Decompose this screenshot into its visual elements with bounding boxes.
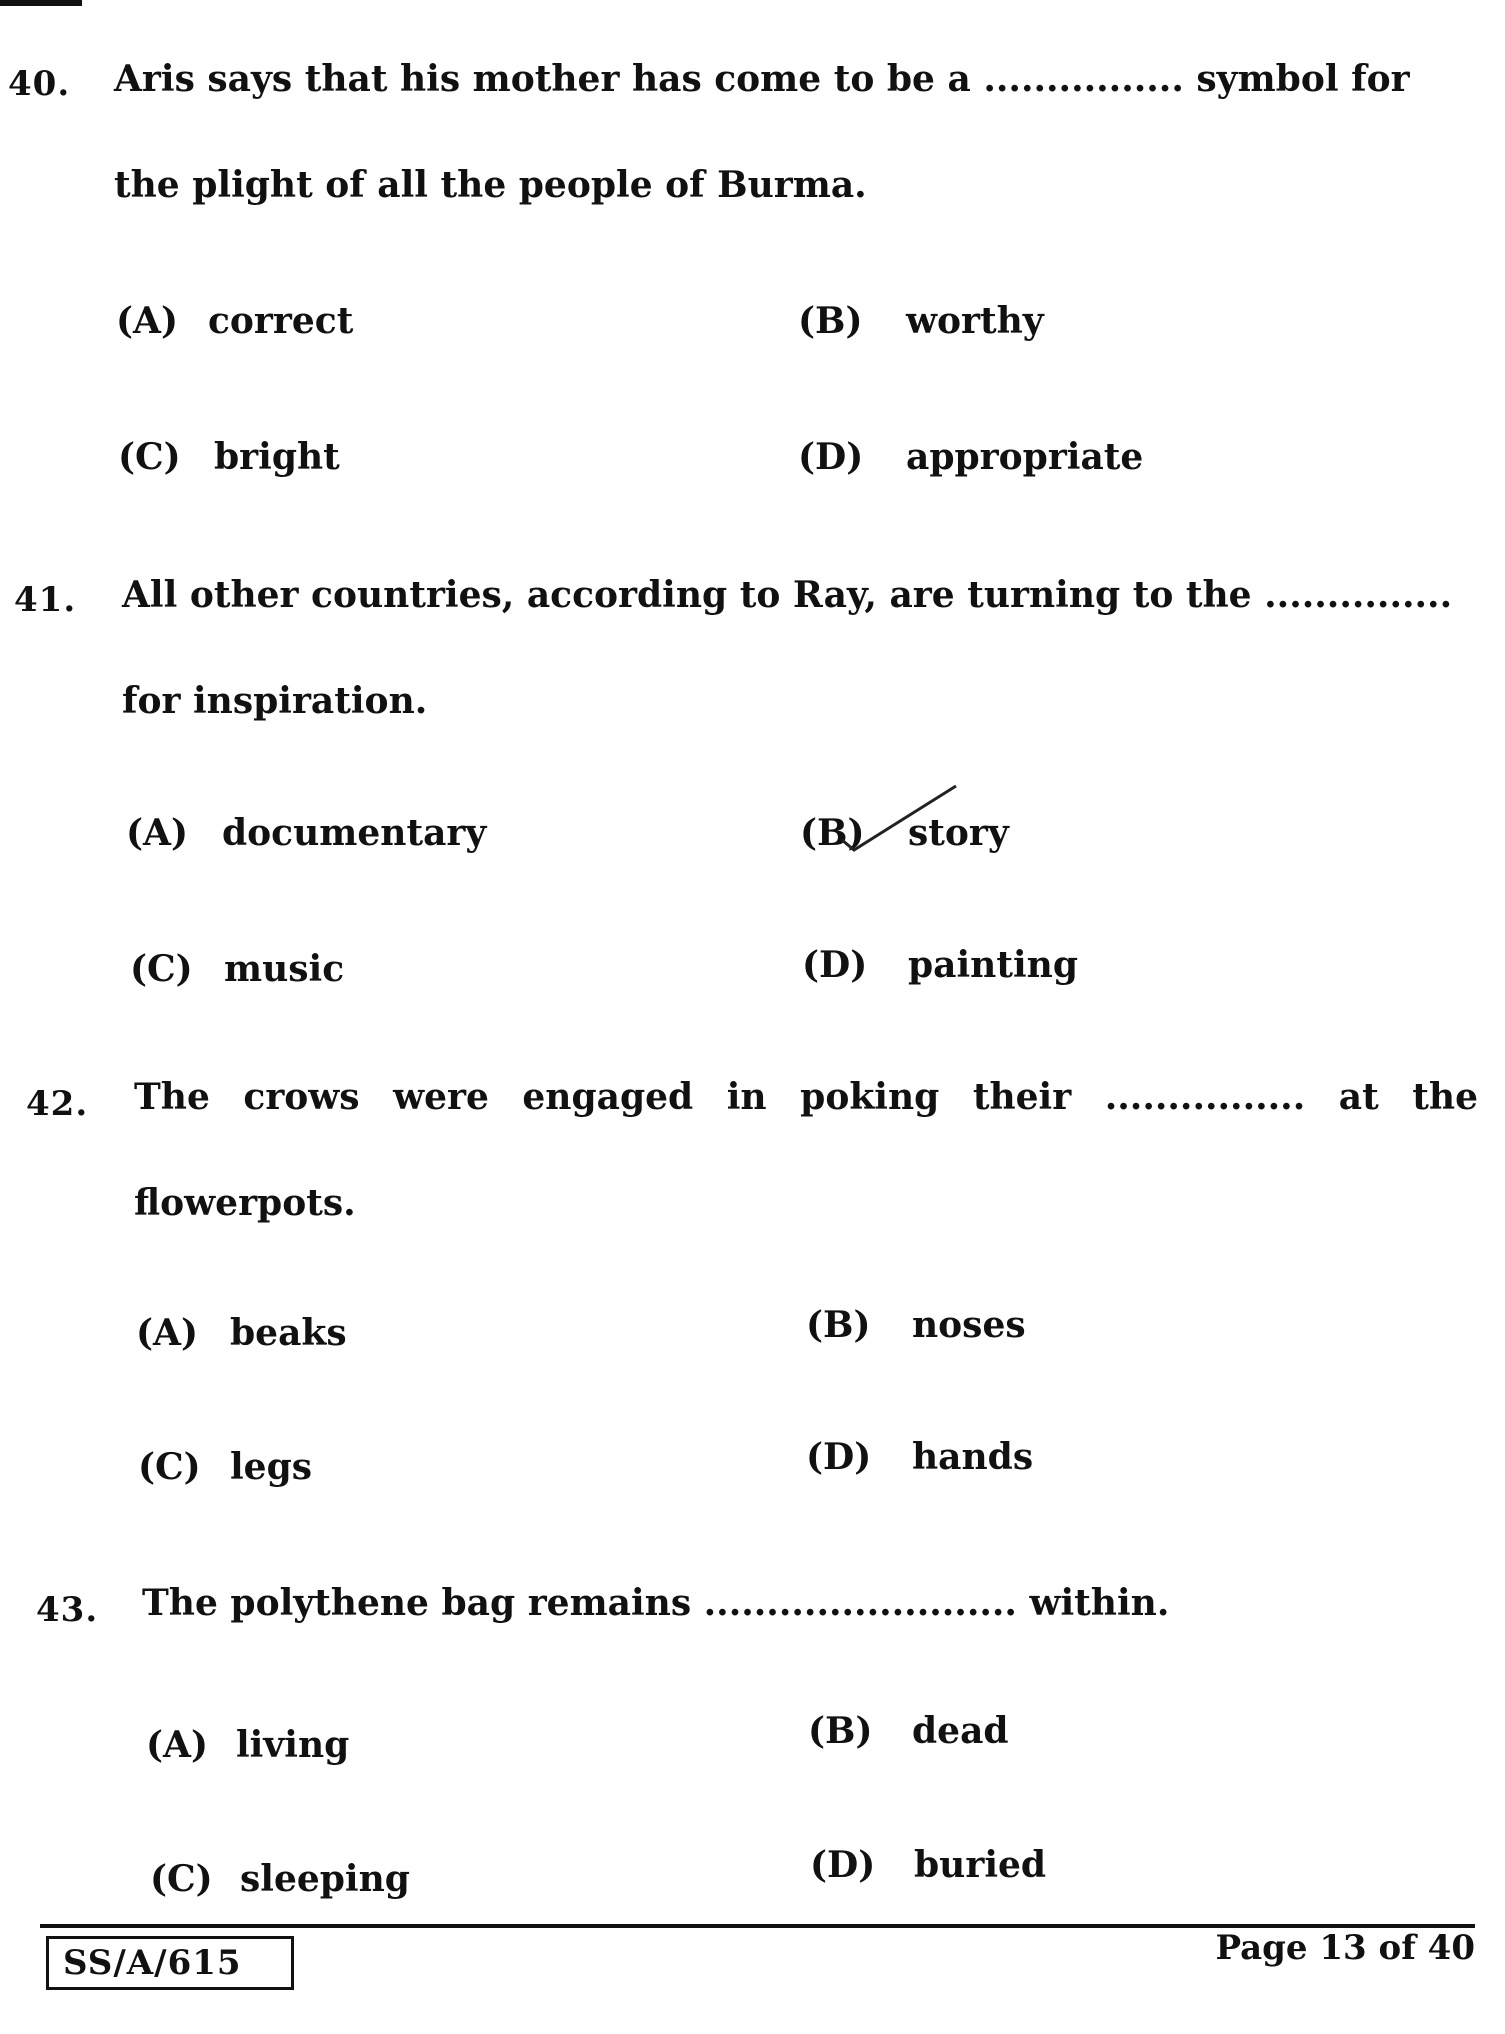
option-a[interactable] [126,812,486,854]
option-letter: (C) [130,948,193,990]
option-letter: (C) [150,1858,213,1900]
option-letter: (C) [138,1446,201,1488]
option-letter: (C) [118,436,181,478]
option-a[interactable] [136,1312,347,1354]
option-d[interactable] [806,1436,1033,1478]
question-40 [0,0,1505,300]
question-stem-line: Aris says that his mother has come to be a ................ symbol for [114,58,1410,100]
option-letter: (D) [798,436,864,478]
option-text: living [236,1724,350,1766]
option-letter: (B) [806,1304,871,1346]
option-letter: (A) [116,300,178,342]
option-text: painting [908,944,1078,986]
option-text: legs [230,1446,313,1488]
option-text: story [908,812,1009,854]
option-a[interactable] [146,1724,349,1766]
option-c[interactable] [130,948,344,990]
question-stem-line: for inspiration. [122,680,428,722]
option-text: worthy [906,300,1044,342]
option-d[interactable] [802,944,1078,986]
option-text: dead [912,1710,1009,1752]
option-letter: (B) [798,300,863,342]
option-text: sleeping [240,1858,410,1900]
option-d[interactable] [810,1844,1046,1886]
option-b[interactable] [808,1710,1009,1752]
stem-word: engaged [522,1076,694,1118]
page-number: Page 13 of 40 [1215,1928,1475,1968]
option-text: correct [208,300,354,342]
option-text: noses [912,1304,1026,1346]
stem-word: at [1338,1076,1379,1118]
stem-word: were [393,1076,489,1118]
question-stem-line: the plight of all the people of Burma. [114,164,867,206]
stem-word: in [726,1076,767,1118]
option-letter: (D) [810,1844,876,1886]
option-letter: (D) [802,944,868,986]
option-b[interactable] [806,1304,1026,1346]
option-c[interactable] [138,1446,312,1488]
option-a[interactable] [116,300,353,342]
option-text: buried [914,1844,1047,1886]
option-letter: (A) [126,812,188,854]
option-text: beaks [230,1312,347,1354]
checkmark-icon [836,780,966,860]
question-stem-line [134,1076,1478,1118]
stem-word: poking [800,1076,940,1118]
question-number: 43. [36,1590,99,1630]
option-text: appropriate [906,436,1144,478]
question-stem-line: flowerpots. [134,1182,356,1224]
option-text: documentary [222,812,487,854]
stem-word: the [1412,1076,1478,1118]
option-b[interactable] [798,300,1044,342]
stem-word: The [134,1076,210,1118]
question-number: 41. [14,580,77,620]
option-c[interactable] [150,1858,410,1900]
stem-word: ................ [1104,1076,1306,1118]
option-letter: (D) [806,1436,872,1478]
option-letter: (A) [146,1724,208,1766]
option-text: bright [214,436,340,478]
stem-word: crows [243,1076,360,1118]
stem-word: their [972,1076,1072,1118]
option-c[interactable] [118,436,340,478]
paper-code-box: SS/A/615 [46,1936,294,1990]
option-letter: (B) [808,1710,873,1752]
option-text: music [224,948,345,990]
question-number: 42. [26,1084,89,1124]
question-number: 40. [8,64,71,104]
question-stem-line: All other countries, according to Ray, are turning to the ............... [122,574,1453,616]
option-text: hands [912,1436,1034,1478]
question-stem-line: The polythene bag remains ......................... within. [142,1582,1170,1624]
option-letter: (A) [136,1312,198,1354]
option-letter: (B) [800,812,865,854]
option-d[interactable] [798,436,1143,478]
